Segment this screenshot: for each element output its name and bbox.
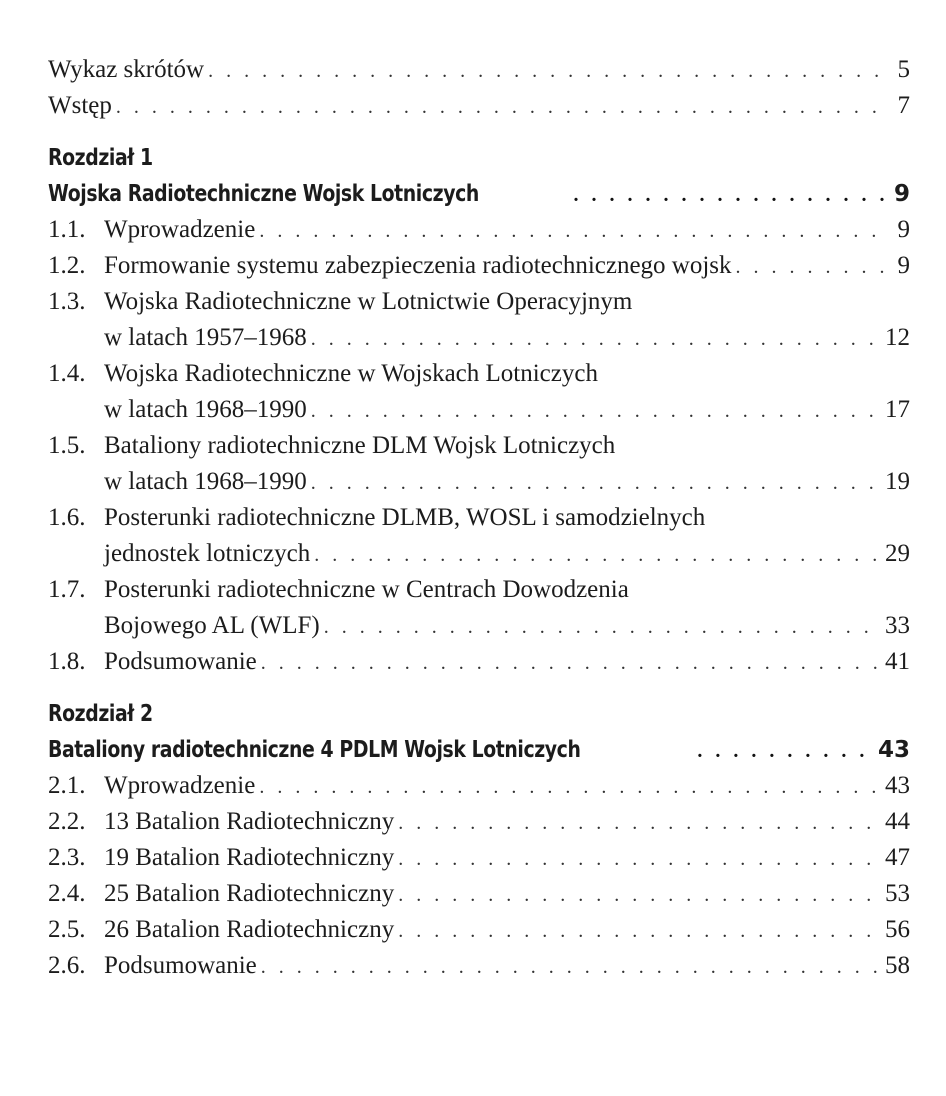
section-title-continuation: Bojowego AL (WLF) [104, 612, 320, 639]
chapter-label: Rozdział 2 [48, 701, 153, 727]
dot-leader [311, 465, 879, 501]
section-number: 1.1. [48, 216, 86, 243]
dot-leader [324, 609, 879, 645]
toc-page-number: 7 [897, 92, 910, 119]
section-title: 25 Batalion Radiotechniczny [104, 880, 395, 907]
toc-entry-continuation[interactable] [48, 320, 910, 356]
chapter-page-number: 9 [893, 181, 910, 207]
toc-entry-line[interactable] [48, 428, 910, 464]
dot-leader [261, 645, 879, 681]
section-title: 19 Batalion Radiotechniczny [104, 844, 395, 871]
toc-entry-introduction[interactable] [48, 88, 910, 124]
section-title: Podsumowanie [104, 648, 257, 675]
toc-entry-title: Wykaz skrótów [48, 56, 205, 83]
dot-leader [259, 213, 890, 249]
section-title-continuation: w latach 1968–1990 [104, 468, 307, 495]
toc-entry-line[interactable] [48, 284, 910, 320]
toc-entry[interactable] [48, 912, 910, 948]
dot-leader [398, 913, 879, 949]
chapter-title-entry[interactable] [48, 176, 910, 212]
dot-leader [314, 537, 879, 573]
section-title: Wprowadzenie [104, 216, 256, 243]
section-number: 1.6. [48, 504, 86, 531]
toc-page-number: 19 [885, 468, 910, 495]
section-number: 2.2. [48, 808, 86, 835]
toc-entry[interactable] [48, 248, 910, 284]
section-number: 2.5. [48, 916, 86, 943]
toc-page-number: 33 [885, 612, 910, 639]
toc-page-number: 29 [885, 540, 910, 567]
toc-entry[interactable] [48, 948, 910, 984]
toc-page-number: 58 [885, 952, 910, 979]
section-title: 26 Batalion Radiotechniczny [104, 916, 395, 943]
section-title: Wprowadzenie [104, 772, 256, 799]
section-number: 1.8. [48, 648, 86, 675]
chapter-title-entry[interactable] [48, 732, 910, 768]
toc-entry-line[interactable] [48, 572, 910, 608]
dot-leader [116, 89, 890, 125]
section-title: 13 Batalion Radiotechniczny [104, 808, 395, 835]
section-number: 2.3. [48, 844, 86, 871]
section-title-continuation: jednostek lotniczych [104, 540, 311, 567]
toc-entry[interactable] [48, 876, 910, 912]
section-title: Posterunki radiotechniczne w Centrach Dowodzenia [104, 576, 629, 603]
dot-leader [208, 53, 890, 89]
toc-entry-line[interactable] [48, 356, 910, 392]
toc-page-number: 9 [897, 252, 910, 279]
toc-page-number: 53 [885, 880, 910, 907]
dot-leader [573, 177, 888, 213]
toc-entry-continuation[interactable] [48, 464, 910, 500]
dot-leader [736, 249, 890, 285]
table-of-contents [48, 52, 910, 984]
section-title: Wojska Radiotechniczne w Wojskach Lotniczych [104, 360, 598, 387]
chapter-title: Wojska Radiotechniczne Wojsk Lotniczych [48, 181, 479, 207]
section-number: 1.4. [48, 360, 86, 387]
dot-leader [697, 733, 872, 769]
dot-leader [261, 949, 879, 985]
toc-entry[interactable] [48, 768, 910, 804]
toc-page-number: 5 [897, 56, 910, 83]
dot-leader [259, 769, 879, 805]
section-number: 1.7. [48, 576, 86, 603]
dot-leader [398, 805, 879, 841]
section-title-continuation: w latach 1957–1968 [104, 324, 307, 351]
section-number: 1.5. [48, 432, 86, 459]
toc-entry-title: Wstęp [48, 92, 112, 119]
toc-page-number: 9 [897, 216, 910, 243]
toc-entry[interactable] [48, 840, 910, 876]
section-number: 2.6. [48, 952, 86, 979]
toc-entry-continuation[interactable] [48, 536, 910, 572]
toc-entry[interactable] [48, 212, 910, 248]
toc-page-number: 56 [885, 916, 910, 943]
toc-page-number: 12 [885, 324, 910, 351]
chapter-label: Rozdział 1 [48, 145, 153, 171]
section-number: 1.2. [48, 252, 86, 279]
toc-page-number: 44 [885, 808, 910, 835]
toc-entry[interactable] [48, 804, 910, 840]
section-number: 1.3. [48, 288, 86, 315]
toc-entry-continuation[interactable] [48, 392, 910, 428]
toc-entry-continuation[interactable] [48, 608, 910, 644]
toc-page-number: 41 [885, 648, 910, 675]
section-title: Formowanie systemu zabezpieczenia radiotechnicznego wojsk [104, 252, 732, 279]
section-title: Posterunki radiotechniczne DLMB, WOSL i samodzielnych [104, 504, 706, 531]
section-number: 2.1. [48, 772, 86, 799]
toc-page-number: 17 [885, 396, 910, 423]
dot-leader [311, 393, 879, 429]
chapter-page-number: 43 [877, 737, 910, 763]
toc-entry[interactable] [48, 644, 910, 680]
toc-page-number: 47 [885, 844, 910, 871]
toc-entry-line[interactable] [48, 500, 910, 536]
section-title-continuation: w latach 1968–1990 [104, 396, 307, 423]
dot-leader [398, 877, 879, 913]
section-title: Wojska Radiotechniczne w Lotnictwie Operacyjnym [104, 288, 633, 315]
toc-entry-abbreviations[interactable] [48, 52, 910, 88]
dot-leader [398, 841, 879, 877]
toc-page-number: 43 [885, 772, 910, 799]
section-title: Bataliony radiotechniczne DLM Wojsk Lotniczych [104, 432, 616, 459]
dot-leader [311, 321, 879, 357]
section-number: 2.4. [48, 880, 86, 907]
section-title: Podsumowanie [104, 952, 257, 979]
chapter-title: Bataliony radiotechniczne 4 PDLM Wojsk Lotniczych [48, 737, 581, 763]
